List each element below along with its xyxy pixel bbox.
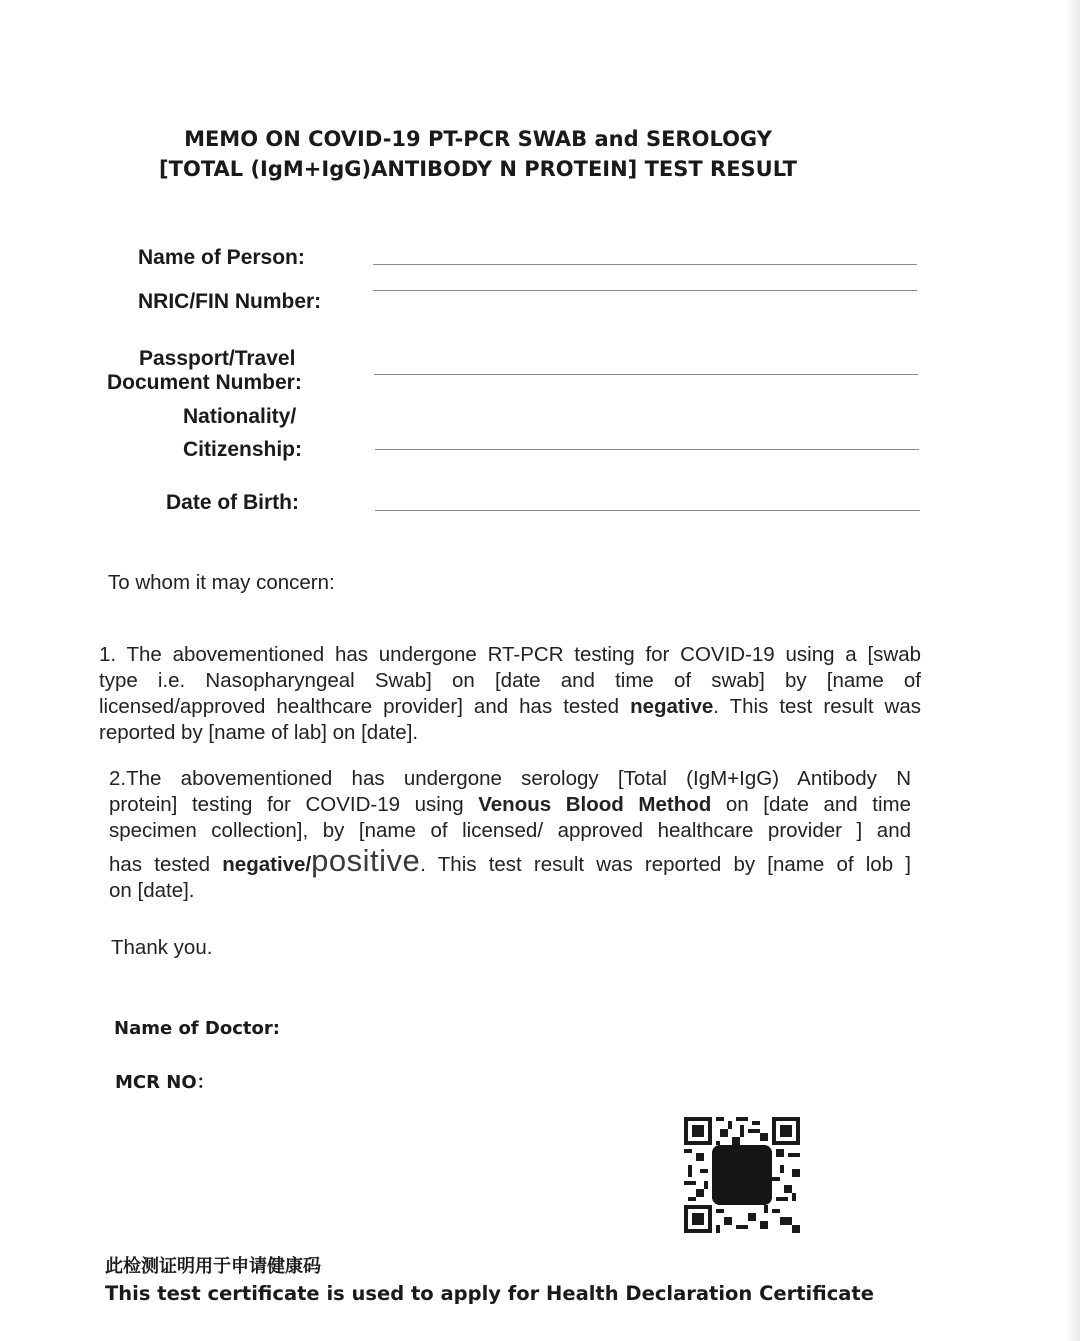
paragraph-1-line-3 [99, 694, 921, 720]
qr-code-icon [683, 1117, 801, 1233]
passport-label-line-2: Document Number: [107, 371, 302, 394]
paragraph-2-line-3: specimen collection], by [name of licensed/ approved healthcare provider ] and [109, 819, 911, 842]
paragraph-1 [99, 642, 921, 746]
nric-fin-line [373, 290, 917, 291]
nationality-label-line-1: Nationality/ [183, 405, 297, 428]
paragraph-2-line-4-start: has tested [109, 853, 223, 876]
date-of-birth-line [375, 510, 920, 511]
date-of-birth-label: Date of Birth: [166, 491, 299, 514]
mcr-number-label: MCR NO： [115, 1072, 215, 1093]
paragraph-2-line-4 [109, 843, 911, 878]
name-of-person-label: Name of Person: [138, 246, 305, 269]
paragraph-2 [109, 766, 911, 904]
positive-result-text: positive [311, 843, 421, 878]
footer-english-text: This test certificate is used to apply for Health Declaration Certificate [105, 1282, 874, 1305]
memo-title-line-2: [TOTAL (IgM+IgG)ANTIBODY N PROTEIN] TEST RESULT [159, 157, 797, 181]
paragraph-1-line-1: 1. The abovementioned has undergone RT-PCR testing for COVID-19 using a [swab [99, 643, 921, 666]
greeting: To whom it may concern: [108, 571, 335, 594]
paragraph-2-line-1: 2.The abovementioned has undergone serology [Total (IgM+IgG) Antibody N [109, 767, 911, 790]
nationality-label-line-2: Citizenship: [183, 438, 302, 461]
paragraph-2-line-5: on [date]. [109, 879, 195, 902]
paragraph-1-line-4: reported by [name of lab] on [date]. [99, 721, 419, 744]
negative-result-text: negative [630, 695, 714, 718]
paragraph-2-line-2-start: protein] testing for COVID-19 using [109, 793, 479, 816]
nationality-line [375, 449, 919, 450]
paragraph-1-line-3-end: . This test result was [713, 695, 921, 718]
venous-blood-method-text: Venous Blood Method [478, 793, 712, 816]
paragraph-1-line-3-start: licensed/approved healthcare provider] and has tested [99, 695, 631, 718]
paragraph-2-line-2 [109, 792, 911, 818]
doctor-name-label: Name of Doctor: [114, 1018, 280, 1039]
negative-slash-text: negative/ [222, 853, 312, 876]
name-of-person-line [373, 264, 917, 265]
footer-chinese-text: 此检测证明用于申请健康码 [105, 1256, 321, 1277]
paragraph-1-line-2: type i.e. Nasopharyngeal Swab] on [date and time of swab] by [name of [99, 669, 921, 692]
nric-fin-label: NRIC/FIN Number: [138, 290, 322, 313]
page-edge-shadow [1066, 0, 1080, 1341]
closing-thank-you: Thank you. [111, 936, 213, 959]
passport-line [374, 374, 918, 375]
passport-label-line-1: Passport/Travel [139, 347, 296, 370]
memo-title-line-1: MEMO ON COVID-19 PT-PCR SWAB and SEROLOGY [184, 127, 772, 151]
paragraph-2-line-2-end: on [date and time [711, 793, 911, 816]
paragraph-2-line-4-end: . This test result was reported by [name of lob ] [420, 853, 911, 876]
